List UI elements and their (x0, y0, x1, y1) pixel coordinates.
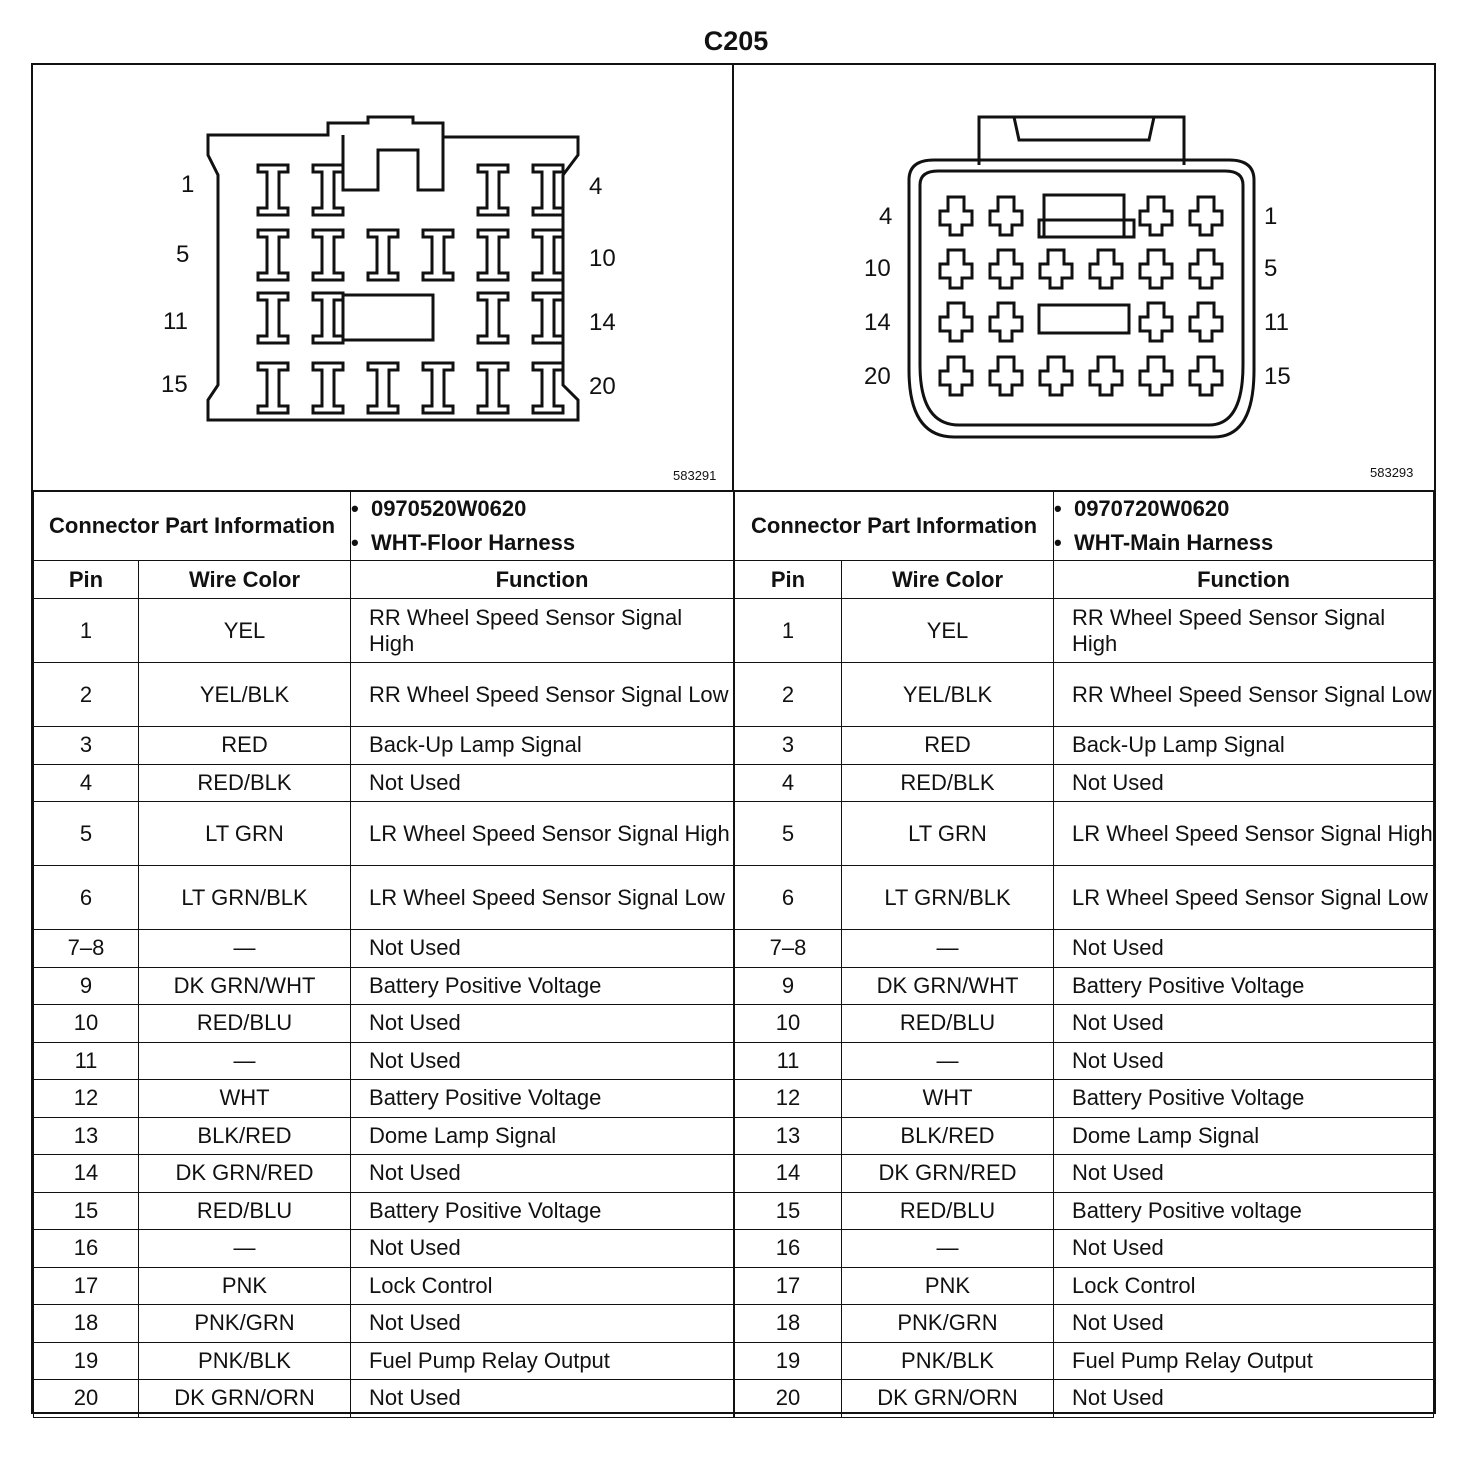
terminal-slot (1140, 250, 1172, 288)
wire-color-cell: LT GRN (842, 802, 1054, 866)
terminal-slot (990, 250, 1022, 288)
pin-label-1: 1 (181, 171, 195, 198)
terminal-slot (1140, 357, 1172, 395)
pin-label-10: 10 (864, 255, 891, 282)
pin-cell: 2 (34, 663, 139, 727)
pin-cell: 10 (34, 1005, 139, 1043)
function-cell: Battery Positive Voltage (1054, 967, 1434, 1005)
connector-info-label-text: Connector Part Information (49, 512, 336, 538)
pin-cell: 15 (34, 1192, 139, 1230)
terminal-slot (533, 165, 563, 215)
pin-label-4: 4 (589, 173, 603, 200)
function-cell: Fuel Pump Relay Output (1054, 1342, 1434, 1380)
wire-color-cell: DK GRN/ORN (842, 1380, 1054, 1418)
pin-cell: 17 (34, 1267, 139, 1305)
pin-cell: 14 (34, 1155, 139, 1193)
table-row (735, 802, 1434, 866)
connector-info-label (34, 491, 351, 561)
function-cell: Dome Lamp Signal (351, 1117, 734, 1155)
wire-color-cell: RED/BLK (139, 764, 351, 802)
wire-color-cell: LT GRN/BLK (139, 866, 351, 930)
table-row (34, 1080, 734, 1118)
main-harness-pinout-table (734, 490, 1434, 1418)
wire-color-cell: WHT (139, 1080, 351, 1118)
table-row (735, 1380, 1434, 1418)
table-row (34, 866, 734, 930)
pin-label-14: 14 (864, 309, 891, 336)
wire-color-cell: RED/BLU (842, 1005, 1054, 1043)
table-row (735, 1230, 1434, 1268)
wire-color-cell: PNK/GRN (842, 1305, 1054, 1343)
function-cell: Not Used (1054, 1305, 1434, 1343)
table-row (34, 727, 734, 765)
pin-cell: 19 (34, 1342, 139, 1380)
harness-name: WHT-Main Harness (1073, 529, 1274, 555)
figure-id: 583291 (673, 468, 717, 483)
pin-cell: 18 (34, 1305, 139, 1343)
table-row (34, 967, 734, 1005)
pin-cell: 11 (735, 1042, 842, 1080)
terminal-slot (423, 363, 453, 413)
pin-cell: 17 (735, 1267, 842, 1305)
function-cell: Not Used (1054, 1230, 1434, 1268)
pin-label-11: 11 (163, 308, 188, 335)
floor-harness-pinout-table (33, 490, 734, 1418)
table-row (34, 1342, 734, 1380)
terminal-slot (478, 230, 508, 280)
pin-header: Pin (34, 561, 139, 599)
pin-cell: 9 (34, 967, 139, 1005)
wire-color-cell: RED/BLU (842, 1192, 1054, 1230)
pin-cell: 13 (735, 1117, 842, 1155)
page-title: C205 (703, 26, 769, 56)
pin-label-20: 20 (589, 373, 616, 400)
terminal-slot (1190, 250, 1222, 288)
wire-color-cell: RED/BLU (139, 1005, 351, 1043)
function-cell: Not Used (351, 1230, 734, 1268)
wire-color-cell: DK GRN/WHT (842, 967, 1054, 1005)
pin-cell: 7–8 (735, 930, 842, 968)
function-cell: Not Used (351, 1005, 734, 1043)
harness-line: • WHT-Main Harness (1054, 529, 1274, 555)
pin-cell: 6 (34, 866, 139, 930)
function-header: Function (1054, 561, 1434, 599)
function-cell: Lock Control (1054, 1267, 1434, 1305)
left-connector-diagram (33, 65, 734, 490)
wire-color-cell: — (842, 1042, 1054, 1080)
function-cell: Fuel Pump Relay Output (351, 1342, 734, 1380)
pin-cell: 16 (735, 1230, 842, 1268)
pin-label-10: 10 (589, 245, 616, 272)
wire-color-cell: DK GRN/ORN (139, 1380, 351, 1418)
terminal-slot (258, 165, 288, 215)
terminal-slot (1140, 197, 1172, 235)
wire-color-cell: PNK (842, 1267, 1054, 1305)
table-row (34, 663, 734, 727)
wire-color-cell: PNK/BLK (842, 1342, 1054, 1380)
pin-cell: 12 (34, 1080, 139, 1118)
terminal-slot (1040, 357, 1072, 395)
wire-color-cell: RED/BLK (842, 764, 1054, 802)
right-connector-diagram (734, 65, 1434, 490)
terminal-slot (533, 293, 563, 343)
table-row (34, 1230, 734, 1268)
wire-color-cell: — (139, 930, 351, 968)
connector-part-details (351, 491, 734, 561)
function-cell: Back-Up Lamp Signal (1054, 727, 1434, 765)
pin-cell: 20 (735, 1380, 842, 1418)
pin-cell: 1 (735, 599, 842, 663)
function-cell: Back-Up Lamp Signal (351, 727, 734, 765)
pin-cell: 3 (34, 727, 139, 765)
function-cell: Not Used (351, 1380, 734, 1418)
pin-label-11: 11 (1264, 309, 1289, 336)
pin-cell: 7–8 (34, 930, 139, 968)
terminal-slot (940, 197, 972, 235)
pin-label-14: 14 (589, 309, 616, 336)
wire-color-cell: — (842, 930, 1054, 968)
terminal-slot (258, 293, 288, 343)
terminal-slot (478, 165, 508, 215)
terminal-slot (533, 363, 563, 413)
table-header-row (735, 561, 1434, 599)
function-cell: LR Wheel Speed Sensor Signal High (1054, 802, 1434, 866)
pin-cell: 11 (34, 1042, 139, 1080)
wire-color-cell: PNK/BLK (139, 1342, 351, 1380)
function-cell: RR Wheel Speed Sensor Signal High (351, 599, 734, 663)
terminal-slot (258, 363, 288, 413)
table-row (34, 1042, 734, 1080)
function-cell: Not Used (351, 764, 734, 802)
wire-color-cell: PNK (139, 1267, 351, 1305)
part-number: 0970520W0620 (370, 495, 527, 521)
table-row (34, 1305, 734, 1343)
main-harness-connector-drawing (734, 65, 1434, 490)
connector-info-label-text: Connector Part Information (751, 512, 1038, 538)
part-number-line: • 0970520W0620 (351, 495, 527, 521)
connector-sheet (31, 63, 1436, 1414)
table-row (735, 764, 1434, 802)
terminal-slot (368, 230, 398, 280)
function-cell: Not Used (1054, 1005, 1434, 1043)
table-row (735, 599, 1434, 663)
function-cell: Dome Lamp Signal (1054, 1117, 1434, 1155)
table-row (34, 1192, 734, 1230)
function-cell: Not Used (1054, 1042, 1434, 1080)
table-row (735, 1192, 1434, 1230)
terminal-slot (990, 197, 1022, 235)
wire-color-cell: DK GRN/WHT (139, 967, 351, 1005)
terminal-slot (1090, 357, 1122, 395)
part-number-line: • 0970720W0620 (1054, 495, 1230, 521)
function-cell: LR Wheel Speed Sensor Signal Low (1054, 866, 1434, 930)
function-cell: RR Wheel Speed Sensor Signal Low (351, 663, 734, 727)
wire-color-cell: YEL (842, 599, 1054, 663)
terminal-slot (533, 230, 563, 280)
pin-cell: 5 (735, 802, 842, 866)
table-row (735, 930, 1434, 968)
table-row (34, 930, 734, 968)
pin-cell: 12 (735, 1080, 842, 1118)
pin-label-4: 4 (879, 203, 893, 230)
terminal-slot (990, 357, 1022, 395)
table-row (34, 1155, 734, 1193)
table-row (735, 1342, 1434, 1380)
terminal-slot (1040, 250, 1072, 288)
pin-header: Pin (735, 561, 842, 599)
function-cell: Battery Positive Voltage (351, 1080, 734, 1118)
terminal-slot (940, 357, 972, 395)
function-cell: LR Wheel Speed Sensor Signal Low (351, 866, 734, 930)
pin-label-5: 5 (1264, 255, 1278, 282)
terminal-slot (1090, 250, 1122, 288)
terminal-slot (313, 293, 343, 343)
table-row (34, 1267, 734, 1305)
terminal-slot (1190, 197, 1222, 235)
wire-color-cell: RED/BLU (139, 1192, 351, 1230)
table-row (34, 1380, 734, 1418)
wire-color-cell: WHT (842, 1080, 1054, 1118)
table-row (735, 727, 1434, 765)
terminal-slot (478, 293, 508, 343)
pin-cell: 20 (34, 1380, 139, 1418)
wire-color-cell: RED (139, 727, 351, 765)
pin-cell: 5 (34, 802, 139, 866)
wire-color-cell: BLK/RED (139, 1117, 351, 1155)
table-row (735, 1080, 1434, 1118)
pin-cell: 1 (34, 599, 139, 663)
wire-color-cell: LT GRN (139, 802, 351, 866)
wire-color-cell: RED (842, 727, 1054, 765)
connector-part-details (1054, 491, 1434, 561)
terminal-slot (423, 230, 453, 280)
wire-color-cell: YEL/BLK (842, 663, 1054, 727)
pin-cell: 2 (735, 663, 842, 727)
function-cell: Not Used (351, 930, 734, 968)
table-row (34, 599, 734, 663)
terminal-slot (1190, 357, 1222, 395)
connector-info-row (735, 491, 1434, 561)
wire-color-header: Wire Color (842, 561, 1054, 599)
table-row (735, 1155, 1434, 1193)
table-row (735, 1305, 1434, 1343)
pin-label-1: 1 (1264, 203, 1278, 230)
table-row (34, 802, 734, 866)
wire-color-cell: DK GRN/RED (139, 1155, 351, 1193)
wire-color-cell: — (139, 1042, 351, 1080)
pin-cell: 14 (735, 1155, 842, 1193)
function-cell: Not Used (1054, 930, 1434, 968)
wire-color-cell: BLK/RED (842, 1117, 1054, 1155)
table-row (34, 1117, 734, 1155)
terminal-slot (1190, 303, 1222, 341)
function-cell: Lock Control (351, 1267, 734, 1305)
function-cell: Not Used (1054, 1380, 1434, 1418)
pin-label-20: 20 (864, 363, 891, 390)
terminal-slot (313, 165, 343, 215)
terminal-slot (258, 230, 288, 280)
part-number: 0970720W0620 (1073, 495, 1230, 521)
table-row (735, 1267, 1434, 1305)
wire-color-cell: YEL (139, 599, 351, 663)
function-cell: Battery Positive voltage (1054, 1192, 1434, 1230)
function-cell: Not Used (351, 1042, 734, 1080)
table-row (735, 1042, 1434, 1080)
terminal-slot (313, 230, 343, 280)
terminal-slot (1140, 303, 1172, 341)
pin-cell: 10 (735, 1005, 842, 1043)
table-row (34, 1005, 734, 1043)
wire-color-cell: LT GRN/BLK (842, 866, 1054, 930)
function-cell: Not Used (1054, 1155, 1434, 1193)
table-row (735, 663, 1434, 727)
harness-name: WHT-Floor Harness (370, 529, 576, 555)
connector-info-row (34, 491, 734, 561)
wire-color-cell: PNK/GRN (139, 1305, 351, 1343)
pin-cell: 4 (735, 764, 842, 802)
function-cell: Not Used (1054, 764, 1434, 802)
terminal-slot (940, 303, 972, 341)
wire-color-cell: DK GRN/RED (842, 1155, 1054, 1193)
terminal-slot (990, 303, 1022, 341)
pin-cell: 15 (735, 1192, 842, 1230)
wire-color-header: Wire Color (139, 561, 351, 599)
terminal-slot (940, 250, 972, 288)
table-row (34, 764, 734, 802)
table-row (735, 866, 1434, 930)
connector-diagrams (33, 65, 1434, 492)
table-row (735, 1117, 1434, 1155)
pin-cell: 18 (735, 1305, 842, 1343)
wire-color-cell: — (139, 1230, 351, 1268)
pin-label-5: 5 (176, 241, 190, 268)
pin-cell: 13 (34, 1117, 139, 1155)
function-cell: LR Wheel Speed Sensor Signal High (351, 802, 734, 866)
harness-line: • WHT-Floor Harness (351, 529, 576, 555)
table-row (735, 967, 1434, 1005)
pin-cell: 6 (735, 866, 842, 930)
pin-cell: 4 (34, 764, 139, 802)
pin-cell: 9 (735, 967, 842, 1005)
pin-cell: 16 (34, 1230, 139, 1268)
connector-info-label (735, 491, 1054, 561)
table-row (735, 1005, 1434, 1043)
function-cell: RR Wheel Speed Sensor Signal Low (1054, 663, 1434, 727)
terminal-slot (368, 363, 398, 413)
function-cell: RR Wheel Speed Sensor Signal High (1054, 599, 1434, 663)
pin-label-15: 15 (161, 371, 188, 398)
wire-color-cell: YEL/BLK (139, 663, 351, 727)
floor-harness-connector-drawing (33, 65, 732, 490)
wire-color-cell: — (842, 1230, 1054, 1268)
terminal-slot (478, 363, 508, 413)
function-header: Function (351, 561, 734, 599)
function-cell: Battery Positive Voltage (351, 1192, 734, 1230)
terminal-slot (313, 363, 343, 413)
function-cell: Not Used (351, 1155, 734, 1193)
pin-label-15: 15 (1264, 363, 1291, 390)
figure-id: 583293 (1370, 465, 1414, 480)
pin-cell: 19 (735, 1342, 842, 1380)
function-cell: Not Used (351, 1305, 734, 1343)
function-cell: Battery Positive Voltage (351, 967, 734, 1005)
function-cell: Battery Positive Voltage (1054, 1080, 1434, 1118)
table-header-row (34, 561, 734, 599)
pin-cell: 3 (735, 727, 842, 765)
